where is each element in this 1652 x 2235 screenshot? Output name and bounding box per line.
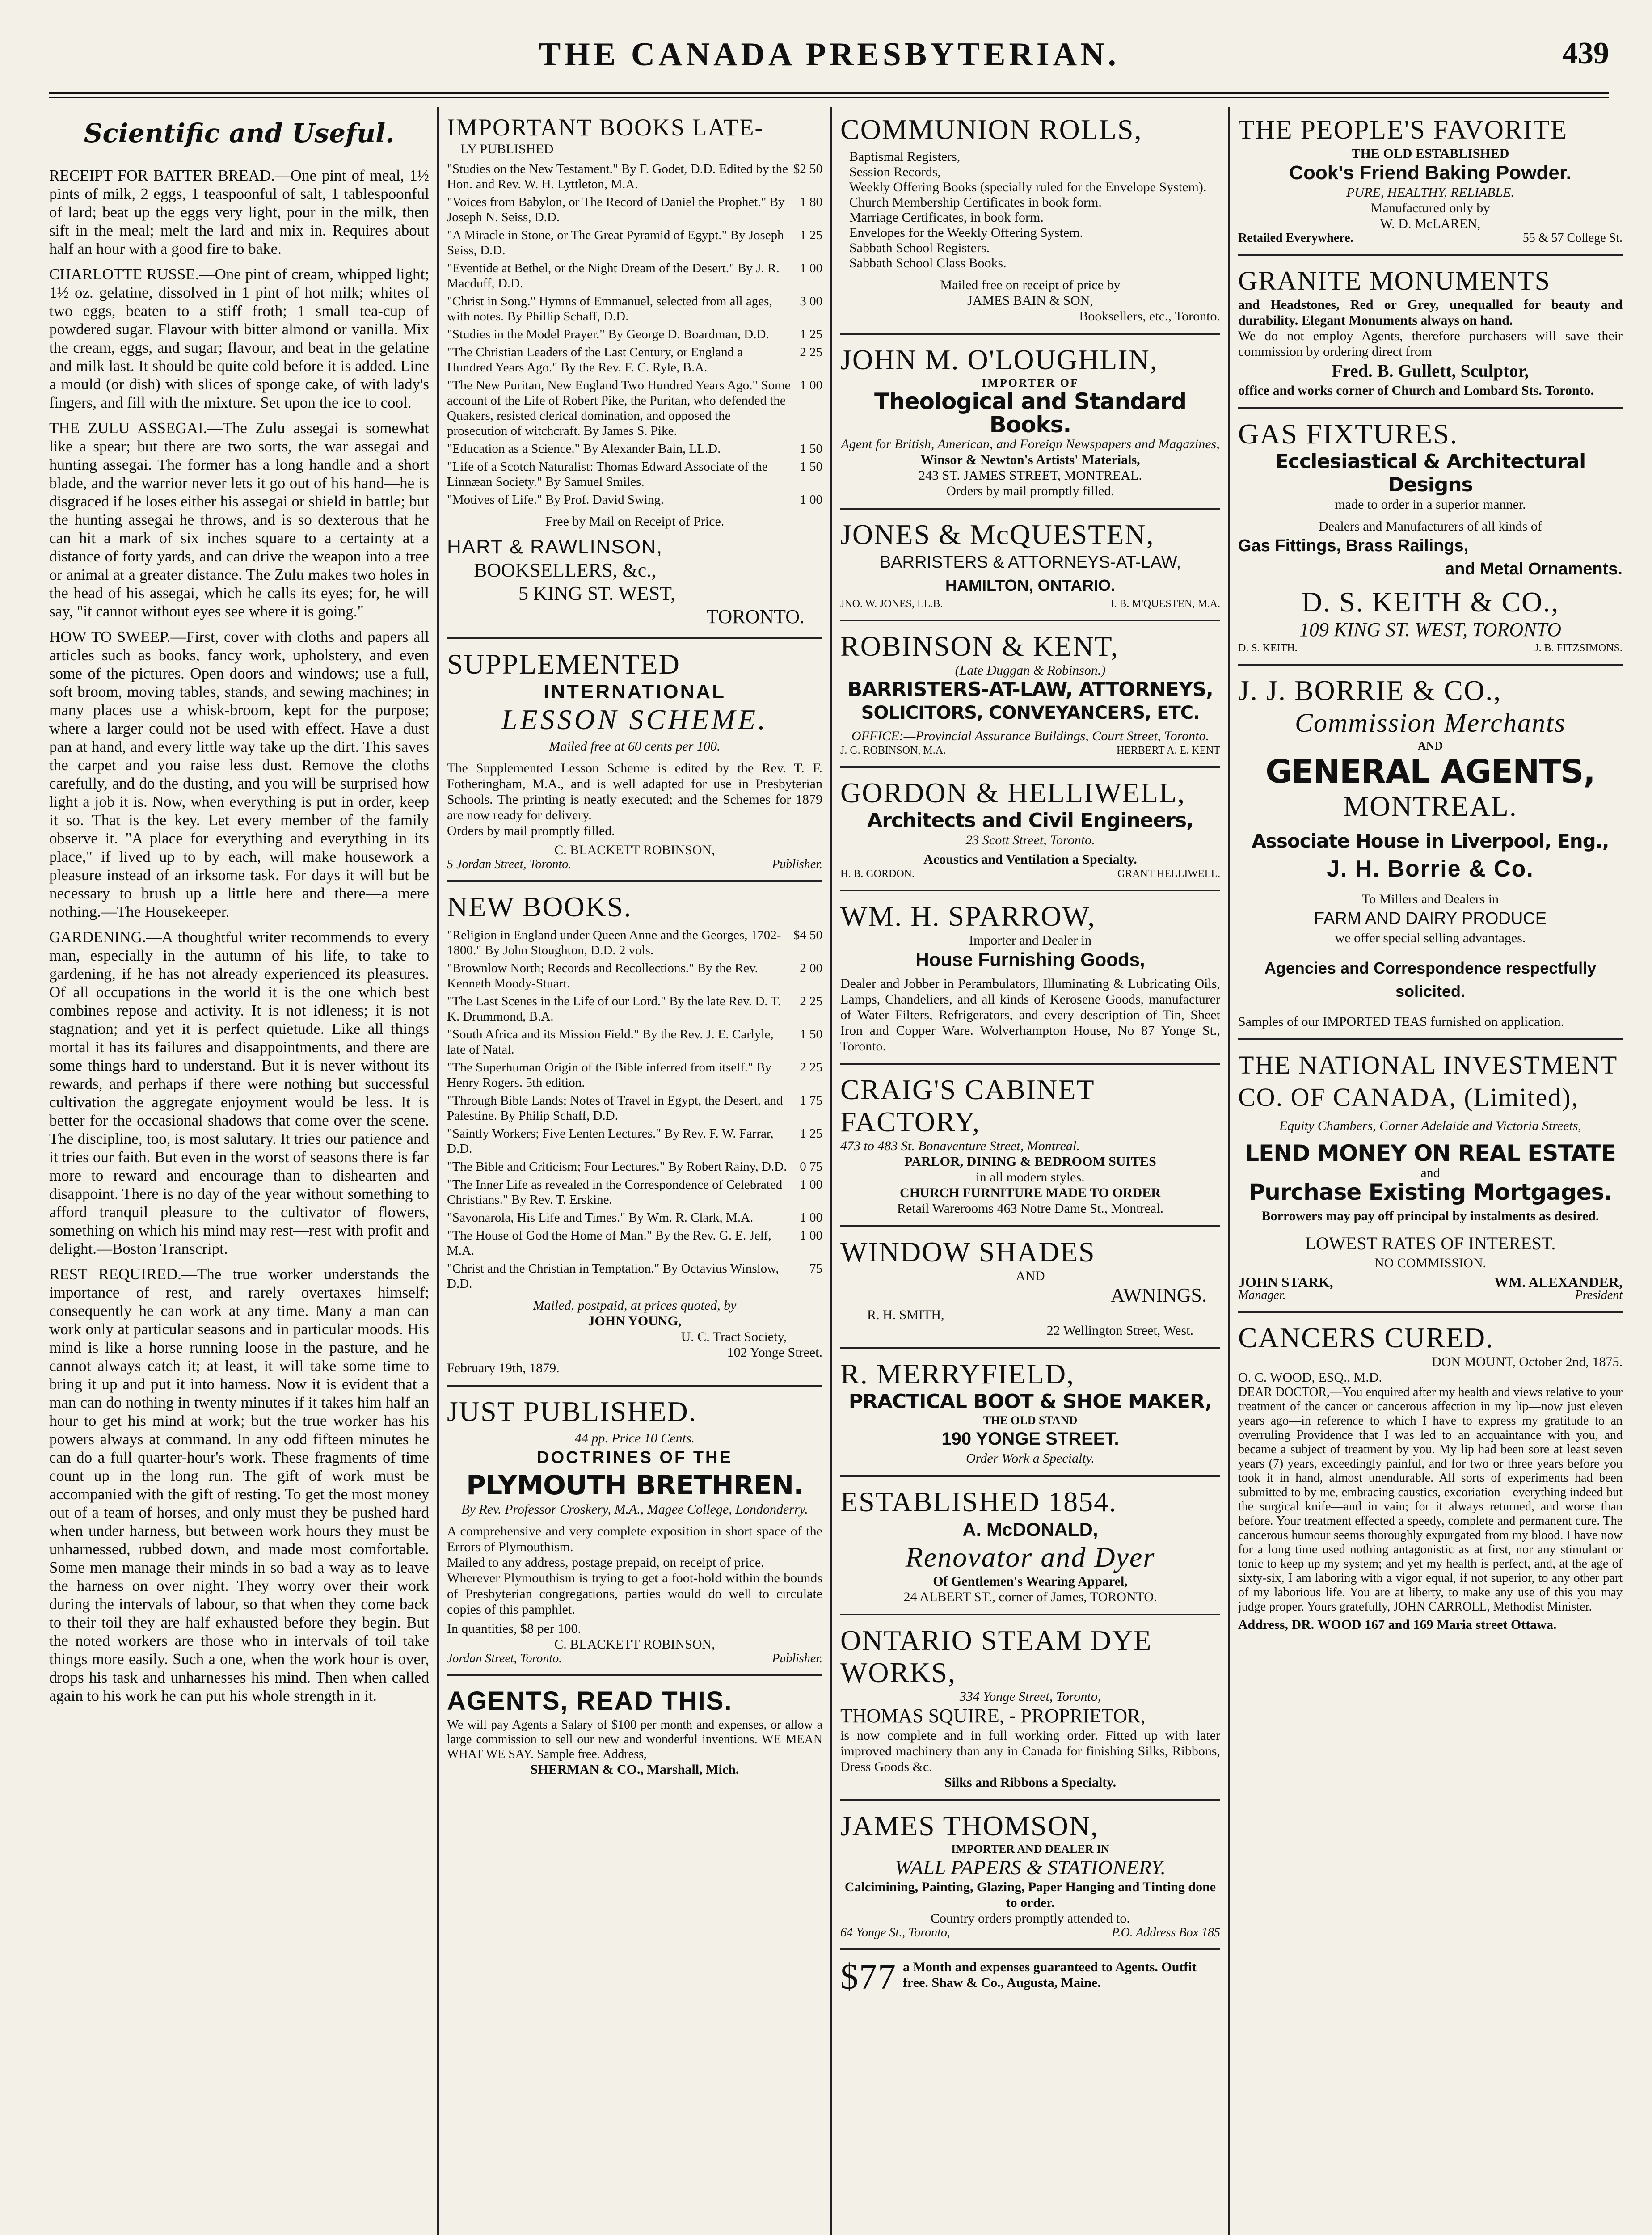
street-address: 24 ALBERT ST., corner of James, TORONTO.	[903, 1590, 1157, 1604]
street-address: 190 YONGE STREET.	[941, 1429, 1119, 1449]
article-charlotte-russe: CHARLOTTE RUSSE.—One pint of cream, whipped light; 1½ oz. gelatine, dissolved in 1 pint of hot milk; whites of two eggs, beaten to a stiff froth; 1 small tea-cup of powdered sugar. Flavour with bitter almond or vanilla. Mix the cream, eggs, and sugar; flavour, and beat in the gelatine and milk last. It should be quite cold before it is added. Line a mould (or dish) with slices of sponge cake, of with lady's fingers, and fill with the mixture. Set upon the ice to cool.	[49, 266, 429, 411]
ad-subtitle: INTERNATIONAL	[543, 681, 726, 703]
cooks-friend: Cook's Friend Baking Powder.	[1289, 162, 1572, 184]
ad-body: Wherever Plymouthism is trying to get a foot-hold within the bounds of Presbyterian congregations, parties would do well to circulate copies of this pamphlet.	[447, 1571, 822, 1617]
purchase-mortgages: Purchase Existing Mortgages.	[1248, 1179, 1612, 1205]
ad-title: R. MERRYFIELD,	[840, 1358, 1075, 1390]
ad-gordon-helliwell	[840, 771, 1220, 891]
ad-sparrow	[840, 894, 1220, 1065]
ad-peoples-favorite	[1238, 107, 1622, 256]
column-divider	[437, 107, 439, 2235]
ad-body: is now complete and in full working order. Fitted up with later improved machinery than any in Canada for finishing Silks, Ribbons, Dress Goods &c.	[840, 1728, 1220, 1774]
top-rule	[49, 92, 1609, 94]
to-millers: To Millers and Dealers in	[1361, 892, 1499, 907]
ad-robinson-kent	[840, 624, 1220, 768]
wall-papers: WALL PAPERS & STATIONERY.	[895, 1856, 1166, 1879]
seller-name: JOHN YOUNG,	[588, 1314, 682, 1328]
ad-body: and Headstones, Red or Grey, unequalled for beauty and durability. Elegant Monuments always on hand.	[1238, 297, 1622, 328]
church-furniture: CHURCH FURNITURE MADE TO ORDER	[900, 1185, 1161, 1200]
article-batter-bread: RECEIPT FOR BATTER BREAD.—One pint of meal, 1½ pints of milk, 2 eggs, 1 teaspoonful of salt, 1 tablespoonful of lard; beat up the eggs very light, pour in the milk, then sift in the meal; melt the lard and mix in. Requires about half an hour with a good fire to bake.	[49, 167, 429, 257]
and-word: AND	[1417, 739, 1443, 752]
partner-name: HERBERT A. E. KENT	[1116, 745, 1220, 756]
president-title: President	[1575, 1288, 1622, 1302]
agent-line: Agent for British, American, and Foreign Newspapers and Magazines,	[841, 437, 1220, 451]
seller-society: U. C. Tract Society,	[681, 1329, 787, 1344]
general-agents: GENERAL AGENTS,	[1265, 753, 1595, 790]
page-number: 439	[1562, 36, 1609, 71]
renovator-dyer: Renovator and Dyer	[905, 1541, 1155, 1573]
calcimining: Calcimining, Painting, Glazing, Paper Hanging and Tinting done to order.	[844, 1880, 1216, 1910]
book-entry: "The Bible and Criticism; Four Lectures." By Robert Rainy, D.D. 0 75	[447, 1160, 822, 1174]
dealers-line: Dealers and Manufacturers of all kinds of	[1319, 519, 1542, 534]
manufacturer-name: W. D. McLAREN,	[1380, 216, 1481, 231]
mailed-free: Mailed free on receipt of price by	[940, 278, 1121, 292]
book-entry: "The Last Scenes in the Life of our Lord." By the late Rev. D. T. K. Drummond, B.A. 2 25	[447, 994, 822, 1024]
partner-name: JNO. W. JONES, LL.B.	[840, 598, 943, 610]
ad-body: Dealer and Jobber in Perambulators, Illuminating & Lubricating Oils, Lamps, Chandeliers, and all kinds of Kerosene Goods, manufacturer of Water Filters, Refrigerators, and every description of Tin, Sheet Iron and Copper Ware. Wolverhampton House, No 87 Yonge St., Toronto.	[840, 976, 1220, 1054]
gas-fittings: Gas Fittings, Brass Railings,	[1238, 536, 1469, 555]
ad-title: CANCERS CURED.	[1238, 1322, 1494, 1354]
ad-title: THE PEOPLE'S FAVORITE	[1238, 115, 1568, 144]
sculptor-name: Fred. B. Gullett, Sculptor,	[1332, 361, 1529, 381]
ad-merryfield	[840, 1352, 1220, 1477]
agencies-line: Agencies and Correspondence respectfully solicited.	[1264, 959, 1597, 1000]
book-entry: "The House of God the Home of Man." By the Rev. G. E. Jelf, M.A. 1 00	[447, 1228, 822, 1258]
article-gardening: GARDENING.—A thoughtful writer recommends to every man, especially in the autumn of his life, to take to gardening, if he has not already experienced its pleasures. Of all occupations in the world it is the one which best combines repose and activity. It is not idleness; it is not stagnation; and yet it is perfect quietude. Like all things mortal it has its failures and disappointments, and there are some things hard to understand. But it is never without its rewards, and perhaps if there were nothing but successful cultivation the aggregate enjoyment would be less. It is better for the occasional shadows that come over the scene. The discipline, too, is most salutary. It tries our patience and it tries our faith. But even in the worst of seasons there is far more to reward and encourage than to dishearten and disappoint. There is no day of the year without something to afford tranquil pleasure to the cultivator of flowers, something on which his mind may rest—rest with profit and delight.—Boston Transcript.	[49, 928, 429, 1257]
ecclesiastical: Ecclesiastical & Architectural Designs	[1275, 450, 1586, 496]
book-entry: "The Inner Life as revealed in the Correspondence of Celebrated Christians." By Rev. T. Erskine. 1 00	[447, 1177, 822, 1207]
ad-date: February 19th, 1879.	[447, 1361, 560, 1375]
ad-borrie	[1238, 668, 1622, 1040]
boot-shoe-maker: PRACTICAL BOOT & SHOE MAKER,	[848, 1390, 1212, 1413]
letter-body: DEAR DOCTOR,—You enquired after my health and views relative to your treatment of the cancer or cancerous affection in my lip—now just eleven years ago—in reference to which I have to express my gratitude to an overruling Providence that I was led to an acquaintance with you, and became a subject of treatment by you. My lip had been sore at least seven years (7) years, exceedingly painful, and for two or three years before you took it in hand, almost unendurable. All sorts of experiments had been submitted to by me, embracing caustics, excoriation—everything indeed but the surgical knife—and in vain; for it always returned, and worse than before. Your treatment effected a speedy, complete and permanent cure. The cancerous humour seems thoroughly expurgated from my blood. I have now for a long time used nothing antagonistic as at first, nor any stimulant or tonic to keep up my system; and yet my health is perfect, and, at the age of sixty-six, I am laboring with a vigor equal, if not superior, to any other part of my laborious life. You are at liberty, to make any use of this you may judge proper. Yours gratefully, JOHN CARROLL, Methodist Minister.	[1238, 1385, 1622, 1614]
ad-important-books	[447, 107, 822, 639]
ad-just-published	[447, 1389, 822, 1676]
author-line: By Rev. Professor Croskery, M.A., Magee College, Londonderry.	[461, 1502, 808, 1517]
ad-title: NEW BOOKS.	[447, 891, 632, 923]
old-stand: THE OLD STAND	[983, 1414, 1078, 1427]
ad-supplemented-lesson	[447, 642, 822, 882]
lowest-rates: LOWEST RATES OF INTEREST.	[1305, 1233, 1556, 1253]
mailed-postpaid: Mailed, postpaid, at prices quoted, by	[533, 1298, 737, 1313]
partner-name: D. S. KEITH.	[1238, 642, 1298, 654]
book-entry: "The Superhuman Origin of the Bible inferred from itself." By Henry Rogers. 5th edition. 2 25	[447, 1060, 822, 1090]
borrowers-line: Borrowers may pay off principal by instalments as desired.	[1261, 1209, 1599, 1223]
publisher-role: Publisher.	[772, 1652, 822, 1666]
masthead	[49, 36, 1609, 89]
book-entry: "Eventide at Bethel, or the Night Dream of the Desert." By J. R. Macduff, D.D. 1 00	[447, 261, 822, 291]
quantity-price: In quantities, $8 per 100.	[447, 1621, 581, 1636]
ad-title: CRAIG'S CABINET FACTORY,	[840, 1074, 1095, 1138]
ad-agents-read-this	[447, 1679, 822, 1786]
ad-title: IMPORTANT BOOKS LATE-	[447, 114, 764, 141]
book-entry: "Life of a Scotch Naturalist: Thomas Edward Associate of the Linnæan Society." By Samuel Smiles. 1 50	[447, 460, 822, 489]
ad-title: AGENTS, READ THIS.	[447, 1687, 733, 1716]
manager-name: JOHN STARK,	[1238, 1274, 1333, 1290]
list-item: Envelopes for the Weekly Offering System.	[849, 225, 1083, 240]
specialty: Silks and Ribbons a Specialty.	[944, 1775, 1117, 1790]
ad-jones-mcquesten	[840, 512, 1220, 621]
ad-title: SUPPLEMENTED	[447, 648, 680, 680]
column-divider	[830, 107, 832, 2235]
book-entry: "The Christian Leaders of the Last Century, or England a Hundred Years Ago." By the Rev. F. C. Ryle, B.A. 2 25	[447, 345, 822, 375]
ad-subtitle: LY PUBLISHED	[460, 142, 554, 156]
publisher-name: C. BLACKETT ROBINSON,	[554, 1637, 715, 1652]
country-orders: Country orders promptly attended to.	[931, 1911, 1130, 1926]
plymouth-brethren: PLYMOUTH BRETHREN.	[466, 1470, 804, 1501]
retail-warerooms: Retail Warerooms 463 Notre Dame St., Montreal.	[897, 1201, 1164, 1216]
proprietor-line: THOMAS SQUIRE, - PROPRIETOR,	[840, 1705, 1146, 1727]
selling-advantages: we offer special selling advantages.	[1335, 931, 1526, 945]
firm-city: TORONTO.	[706, 606, 805, 628]
list-item: Session Records,	[849, 164, 941, 179]
letter-recipient: O. C. WOOD, ESQ., M.D.	[1238, 1370, 1382, 1385]
po-box: P.O. Address Box 185	[1112, 1926, 1220, 1940]
proprietor-name: R. H. SMITH,	[867, 1307, 944, 1322]
article-zulu-assegai: THE ZULU ASSEGAI.—The Zulu assegai is somewhat like a spear; but there are two sorts, the war assegai and hunting assegai. The former has a long handle and a short blade, and the warrior never lets it go out of his hand—he is disgraced if he loses either his assegai or shield in battle; but the hunting assegai he throws, and is so dexterous that he can hit a mark of six inches square to a certainty at a distance of forty yards, and can drive the weapon into a tree or animal at a greater distance. The Zulu makes two holes in the head of his assegai, which he calls its eyes; for, he will say, "it cannot without eyes see where it is going."	[49, 419, 429, 620]
factory-address: 473 to 483 St. Bonaventure Street, Montreal.	[840, 1139, 1080, 1153]
ad-body-2: We do not employ Agents, therefore purchasers will save their commission by ordering direct from	[1238, 329, 1622, 359]
column-merchants	[1238, 107, 1622, 2235]
importer-of: IMPORTER OF	[982, 376, 1079, 389]
list-item: Weekly Offering Books (specially ruled for the Envelope System).	[849, 180, 1207, 194]
orders-note: Orders by mail promptly filled.	[946, 484, 1114, 498]
ad-body: a Month and expenses guaranteed to Agents. Outfit free. Shaw & Co., Augusta, Maine.	[903, 1960, 1197, 1990]
mailed-free: Mailed free at 60 cents per 100.	[549, 739, 721, 754]
pure-healthy: PURE, HEALTHY, RELIABLE.	[1346, 185, 1514, 200]
ad-title: WINDOW SHADES	[840, 1236, 1096, 1268]
firm-trade: BOOKSELLERS, &c.,	[474, 559, 657, 581]
book-entry: "Through Bible Lands; Notes of Travel in Egypt, the Desert, and Palestine. By Philip Schaff, D.D. 1 75	[447, 1093, 822, 1123]
ad-oloughlin	[840, 337, 1220, 510]
office-address: OFFICE:—Provincial Assurance Buildings, Court Street, Toronto.	[851, 729, 1209, 743]
associate-house: Associate House in Liverpool, Eng.,	[1252, 830, 1609, 852]
street-address: 334 Yonge Street, Toronto,	[959, 1689, 1101, 1704]
column-scientific	[49, 107, 429, 2235]
lend-money: LEND MONEY ON REAL ESTATE	[1245, 1140, 1616, 1166]
ad-title: WM. H. SPARROW,	[840, 900, 1096, 932]
apparel-line: Of Gentlemen's Wearing Apparel,	[933, 1574, 1128, 1589]
ad-title: GAS FIXTURES.	[1238, 418, 1458, 450]
book-entry: "Studies in the Model Prayer." By George D. Boardman, D.D. 1 25	[447, 327, 822, 342]
farm-dairy: FARM AND DAIRY PRODUCE	[1314, 909, 1547, 928]
equity-chambers: Equity Chambers, Corner Adelaide and Victoria Streets,	[1279, 1118, 1582, 1133]
winsor-newton: Winsor & Newton's Artists' Materials,	[920, 452, 1140, 467]
firm-address: 109 KING ST. WEST, TORONTO	[1299, 619, 1561, 641]
made-to-order: made to order in a superior manner.	[1335, 497, 1526, 512]
book-entry: "Voices from Babylon, or The Record of Daniel the Prophet." By Joseph N. Seiss, D.D. 1 80	[447, 195, 822, 224]
book-entry: "Religion in England under Queen Anne and the Georges, 1702-1800." By John Stoughton, D.D. 2 vols. $4 50	[447, 928, 822, 957]
ad-craigs-cabinet	[840, 1067, 1220, 1227]
top-rule-thin	[49, 97, 1609, 98]
specialty: Acoustics and Ventilation a Specialty.	[923, 852, 1137, 867]
partner-name: GRANT HELLIWELL.	[1117, 868, 1220, 880]
book-entry: "Christ in Song." Hymns of Emmanuel, selected from all ages, with notes. By Phillip Schaff, D.D. 3 00	[447, 294, 822, 324]
section-heading: Scientific and Useful.	[84, 118, 395, 148]
publisher-address: Jordan Street, Toronto.	[447, 1652, 562, 1666]
doctrines-of-the: DOCTRINES OF THE	[537, 1448, 733, 1467]
ad-cancers-cured	[1238, 1316, 1622, 1641]
suites: PARLOR, DINING & BEDROOM SUITES	[904, 1154, 1156, 1169]
letter-date: DON MOUNT, October 2nd, 1875.	[1432, 1354, 1622, 1369]
book-entry: "Studies on the New Testament." By F. Godet, D.D. Edited by the Hon. and Rev. W. H. Lyttleton, M.A. $2 50	[447, 162, 822, 191]
column-books	[447, 107, 822, 2235]
publisher-address: 5 Jordan Street, Toronto.	[447, 857, 572, 871]
ad-title: ONTARIO STEAM DYE WORKS,	[840, 1624, 1152, 1688]
partner-name: J. G. ROBINSON, M.A.	[840, 745, 946, 756]
old-established: THE OLD ESTABLISHED	[1351, 146, 1509, 161]
list-item: Marriage Certificates, in book form.	[849, 210, 1044, 225]
late-firm: (Late Duggan & Robinson.)	[955, 663, 1106, 678]
order-work: Order Work a Specialty.	[966, 1451, 1095, 1466]
orders-note: Orders by mail promptly filled.	[447, 823, 615, 838]
ad-body: We will pay Agents a Salary of $100 per month and expenses, or allow a large commission to sell our new and wonderful inventions. WE MEAN WHAT WE SAY. Sample free. Address,	[447, 1718, 822, 1761]
retailed-everywhere: Retailed Everywhere.	[1238, 231, 1353, 245]
list-item: Church Membership Certificates in book form.	[849, 195, 1102, 210]
article-how-to-sweep: HOW TO SWEEP.—First, cover with cloths and papers all articles such as books, fancy work, upholstery, and even some of the pictures. Open doors and windows; use a full, soft broom, moving tables, stands, and sewing machines; in many places use a whisk-broom, kept for the purpose; where a larger could not be used with effect. Have a dust pan at hand, and every little way take up the dirt. This saves the carpet and you raise less dust. Remove the cloths carefully, and do the dusting, and you will be surprised how light a job it is. Now, when everything is put in order, keep it so. That is the key. Let every member of the family observe it. "A place for everything and everything in its place," if lived up to by each, will make housework a pleasure instead of an irksome task. For days it will but be necessary to brush up a little here and there—a mere nothing.—The Housekeeper.	[49, 628, 429, 920]
theological-books: Theological and Standard Books.	[874, 388, 1187, 438]
lesson-scheme: LESSON SCHEME.	[502, 704, 768, 735]
column-divider	[1228, 107, 1230, 2235]
publisher-role: Publisher.	[772, 857, 822, 871]
proprietor-name: A. McDONALD,	[962, 1519, 1098, 1540]
ad-james-thomson	[840, 1804, 1220, 1950]
street-address: 55 & 57 College St.	[1522, 231, 1622, 245]
montreal: MONTREAL.	[1343, 790, 1517, 822]
ad-body: Mailed to any address, postage prepaid, on receipt of price.	[447, 1555, 764, 1570]
manager-title: Manager.	[1238, 1288, 1286, 1302]
ad-title: GORDON & HELLIWELL,	[840, 777, 1186, 809]
ad-ontario-steam-dye	[840, 1618, 1220, 1801]
partner-name: H. B. GORDON.	[840, 868, 915, 880]
list-item: Baptismal Registers,	[849, 149, 961, 164]
book-entry: "Saintly Workers; Five Lenten Lectures." By Rev. F. W. Farrar, D.D. 1 25	[447, 1126, 822, 1156]
ad-gas-fixtures	[1238, 412, 1622, 666]
ad-national-investment	[1238, 1043, 1622, 1313]
ad-title: JUST PUBLISHED.	[447, 1396, 697, 1427]
ad-communion-rolls	[840, 107, 1220, 335]
commission-merchants: Commission Merchants	[1294, 708, 1566, 738]
free-by-mail: Free by Mail on Receipt of Price.	[545, 514, 725, 529]
ad-title: ROBINSON & KENT,	[840, 630, 1119, 662]
proprietor-address: 22 Wellington Street, West.	[1046, 1323, 1193, 1338]
firm-trade: Booksellers, etc., Toronto.	[1079, 309, 1220, 324]
firm-trade-2: SOLICITORS, CONVEYANCERS, ETC.	[861, 703, 1200, 723]
street-address: 64 Yonge St., Toronto,	[840, 1926, 950, 1940]
ad-title: ESTABLISHED 1854.	[840, 1486, 1117, 1518]
firm-address: 5 KING ST. WEST,	[518, 582, 675, 604]
firm-trade: Architects and Civil Engineers,	[867, 809, 1193, 832]
pages-price: 44 pp. Price 10 Cents.	[574, 1431, 695, 1446]
ad-77-a-month	[840, 1953, 1220, 2004]
partner-name: J. B. FITZSIMONS.	[1534, 642, 1622, 654]
styles: in all modern styles.	[976, 1170, 1085, 1185]
ad-new-books	[447, 885, 822, 1387]
importer-line: IMPORTER AND DEALER IN	[951, 1843, 1109, 1855]
firm-name: SHERMAN & CO., Marshall, Mich.	[530, 1762, 739, 1777]
book-entry: "South Africa and its Mission Field." By the Rev. J. E. Carlyle, late of Natal. 1 50	[447, 1027, 822, 1057]
ad-title: COMMUNION ROLLS,	[840, 114, 1142, 145]
firm-address: 23 Scott Street, Toronto.	[965, 833, 1095, 848]
firm-city: HAMILTON, ONTARIO.	[945, 576, 1115, 595]
book-entry: "Education as a Science." By Alexander Bain, LL.D. 1 50	[447, 442, 822, 456]
publisher-name: C. BLACKETT ROBINSON,	[554, 843, 715, 857]
ad-mcdonald-dyer	[840, 1480, 1220, 1615]
dollar-amount: $77	[840, 1957, 897, 1997]
samples-line: Samples of our IMPORTED TEAS furnished on application.	[1238, 1014, 1564, 1029]
column-business-cards	[840, 107, 1220, 2235]
awnings: AWNINGS.	[1110, 1284, 1207, 1306]
house-furnishing: House Furnishing Goods,	[915, 949, 1145, 970]
ad-title: JAMES THOMSON,	[840, 1810, 1099, 1842]
firm-trade: BARRISTERS-AT-LAW, ATTORNEYS,	[847, 678, 1213, 701]
seller-address: 102 Yonge Street.	[727, 1345, 822, 1360]
president-name: WM. ALEXANDER,	[1494, 1274, 1622, 1290]
book-entry: "Christ and the Christian in Temptation." By Octavius Winslow, D.D. 75	[447, 1261, 822, 1291]
ad-body: A comprehensive and very complete exposition in short space of the Errors of Plymouthism.	[447, 1524, 822, 1554]
ad-title: THE NATIONAL INVESTMENT CO. OF CANADA, (Limited),	[1238, 1050, 1618, 1112]
firm-name: JAMES BAIN & SON,	[967, 293, 1093, 308]
manufactured-by: Manufactured only by	[1370, 201, 1490, 215]
article-rest-required: REST REQUIRED.—The true worker understands the importance of rest, and rarely overtaxes himself; consequently he can work at any time. Many a man can work only at particular seasons and in particular moods. His mind is like a horse running loose in the pasture, and he cannot always catch it; at least, it will take some time to bring it up and put it into harness. Now it is evident that a man can do nothing in twenty minutes if it takes him half an hour to get his mind at work; but the true worker has his powers always at command. In any odd fifteen minutes he can do a full quarter-hour's work. These fragments of time count up in the long run. The gift of work must be accompanied with the gift of resting. To get the most money out of a team of horses, and only must they be pushed hard when under harness, but between work hours they must be unharnessed, rubbed down, and made most comfortable. Some men manage their minds in so bad a way as to leave the harness on over night. They worry over their work during the intervals of labour, so that when they come back to their toil they are half exhausted before they begin. But the noted workers are those who in intervals of toil take things more easily. Such a one, when the work hour is over, drops his task and unharnesses his mind. Then when called again to his work he can put his whole strength in it.	[49, 1265, 429, 1704]
and-word: and	[1420, 1165, 1440, 1180]
firm-trade: BARRISTERS & ATTORNEYS-AT-LAW,	[879, 553, 1181, 572]
ad-granite-monuments	[1238, 258, 1622, 409]
office-address: office and works corner of Church and Lombard Sts. Toronto.	[1238, 383, 1594, 398]
metal-ornaments: and Metal Ornaments.	[1445, 560, 1622, 578]
ad-body: The Supplemented Lesson Scheme is edited by the Rev. T. F. Fotheringham, M.A., and is well adapted for use in Presbyterian Schools. The printing is neatly executed; and the Schemes for 1879 are now ready for delivery.	[447, 761, 822, 822]
ad-title: GRANITE MONUMENTS	[1238, 266, 1551, 295]
book-entry: "The New Puritan, New England Two Hundred Years Ago." Some account of the Life of Robert Pike, the Puritan, who defended the Quakers, resisted clerical domination, and opposed the prosecution of witchcraft. By James S. Pike. 1 00	[447, 378, 822, 438]
list-item: Sabbath School Class Books.	[849, 256, 1007, 270]
firm-name: D. S. KEITH & CO.,	[1301, 586, 1559, 618]
ad-title: JONES & McQUESTEN,	[840, 519, 1155, 550]
partner-name: I. B. M'QUESTEN, M.A.	[1110, 598, 1220, 610]
book-entry: "Brownlow North; Records and Recollections." By the Rev. Kenneth Moody-Stuart. 2 00	[447, 961, 822, 991]
address-line: Address, DR. WOOD 167 and 169 Maria street Ottawa.	[1238, 1617, 1557, 1632]
ad-window-shades	[840, 1230, 1220, 1349]
list-item: Sabbath School Registers.	[849, 240, 990, 255]
book-entry: "A Miracle in Stone, or The Great Pyramid of Egypt." By Joseph Seiss, D.D. 1 25	[447, 228, 822, 257]
and-word: AND	[1016, 1269, 1045, 1283]
firm-address: 243 ST. JAMES STREET, MONTREAL.	[919, 468, 1142, 483]
book-entry: "Motives of Life." By Prof. David Swing. 1 00	[447, 493, 822, 507]
jh-borrie: J. H. Borrie & Co.	[1327, 856, 1534, 882]
importer-line: Importer and Dealer in	[969, 933, 1092, 948]
newspaper-title: THE CANADA PRESBYTERIAN.	[538, 36, 1120, 73]
ad-title: J. J. BORRIE & CO.,	[1238, 675, 1502, 706]
book-entry: "Savonarola, His Life and Times." By Wm. R. Clark, M.A. 1 00	[447, 1210, 822, 1225]
firm-name: HART & RAWLINSON,	[447, 536, 663, 558]
ad-title: JOHN M. O'LOUGHLIN,	[840, 344, 1158, 375]
no-commission: NO COMMISSION.	[1374, 1256, 1487, 1270]
